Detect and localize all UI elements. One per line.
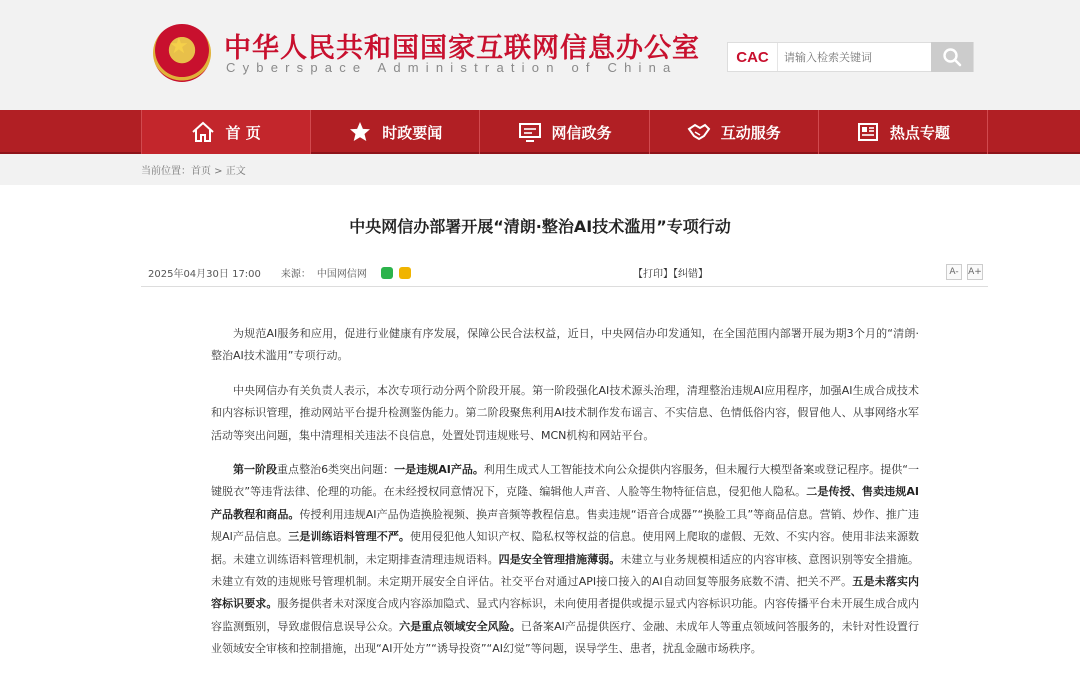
site-title[interactable]: 中华人民共和国国家互联网信息办公室 (224, 33, 700, 64)
article-body (211, 323, 919, 673)
monitor-icon (518, 120, 542, 144)
text: 重点整治6类突出问题： (277, 463, 395, 477)
home-icon (191, 120, 215, 144)
text: 未建立与业务规模相适应的内容审核、意图识别等安全措施。未建立有效的违规账号管理机制。未定期开展安全自评估。社交平台对通过API接口接入的AI自动回复等服务底数不清、把关不严。 (211, 552, 920, 589)
breadcrumb-separator: > (211, 166, 226, 177)
article-source: 中国网信网 (316, 269, 367, 280)
wechat-share-icon[interactable] (381, 267, 393, 279)
site-subtitle: Cyberspace Administration of China (226, 60, 678, 75)
bold-text: 五是未落实内容标识要求。 (211, 575, 920, 611)
font-size-controls (946, 264, 983, 280)
bold-text: 一是违规AI产品。 (394, 463, 484, 477)
source-label: 来源： (280, 269, 311, 280)
bold-text: 六是重点领域安全风险。 (399, 619, 521, 633)
nav-label: 时政要闻 (382, 123, 443, 142)
article-title: 中央网信办部署开展“清朗·整治AI技术滥用”专项行动 (349, 217, 731, 236)
paragraph: 中央网信办有关负责人表示，本次专项行动分两个阶段开展。第一阶段强化AI技术源头治理，清理整治违规AI应用程序，加强AI生成合成技术和内容标识管理，推动网站平台提升检测鉴伪能力。第二阶段聚焦利用AI技术制作发布谣言、不实信息、色情低俗内容，假冒他人、从事网络水军活动等突出问题，集中清理相关违法不良信息，处置处罚违规账号、MCN机构和网站平台。 (211, 383, 919, 442)
bold-text: 二是传授、售卖违规AI产品教程和商品。 (211, 485, 920, 521)
site-header (0, 0, 1080, 110)
nav-item-topics[interactable] (818, 110, 988, 154)
nav-label: 首 页 (225, 123, 261, 142)
article-meta (148, 265, 411, 280)
font-increase-button[interactable]: A+ (967, 264, 983, 280)
nav-label: 热点专题 (889, 123, 950, 142)
cac-logo (728, 43, 778, 71)
article-date: 2025年04月30日 17:00 (148, 269, 261, 280)
paragraph (211, 459, 919, 661)
qzone-share-icon[interactable] (399, 267, 411, 279)
article-actions (633, 265, 708, 280)
search-icon (942, 47, 962, 67)
search-button[interactable] (931, 42, 973, 72)
divider (141, 286, 988, 287)
nav-label: 互动服务 (720, 123, 781, 142)
breadcrumb-current: 正文 (225, 166, 246, 177)
text: 利用生成式人工智能技术向公众提供内容服务，但未履行大模型备案或登记程序。提供“一键脱衣”等违背法律、伦理的功能。在未经授权同意情况下，克隆、编辑他人声音、人脸等生物特征信息，侵犯他人隐私。 (211, 463, 920, 499)
nav-item-home[interactable] (141, 110, 310, 154)
paragraph: 为规范AI服务和应用，促进行业健康有序发展，保障公民合法权益，近日，中央网信办印发通知，在全国范围内部署开展为期3个月的“清朗·整治AI技术滥用”专项行动。 (211, 327, 919, 363)
handshake-icon (687, 120, 711, 144)
font-decrease-button[interactable]: A- (946, 264, 962, 280)
nav-items (141, 110, 988, 154)
nav-item-news[interactable] (310, 110, 479, 154)
text: 服务提供者未对深度合成内容添加隐式、显式内容标识，未向使用者提供或提示显式内容标识功能。内容传播平台未开展生成合成内容监测甄别，导致虚假信息误导公众。 (211, 597, 920, 633)
bold-text: 四是安全管理措施薄弱。 (498, 552, 621, 566)
search-input[interactable] (778, 43, 931, 71)
breadcrumb (141, 162, 246, 177)
breadcrumb-prefix: 当前位置： (141, 166, 191, 177)
text: 使用侵犯他人知识产权、隐私权等权益的信息。使用网上爬取的虚假、无效、不实内容。使用非法来源数据。未建立训练语料管理机制，未定期排查清理违规语料。 (211, 530, 920, 566)
star-icon: ★ (169, 34, 189, 59)
text: 已备案AI产品提供医疗、金融、未成年人等重点领域问答服务的，未针对性设置行业领域安全审核和控制措施，出现“AI开处方”“诱导投资”“AI幻觉”等问题，误导学生、患者，扰乱金融市场秩序。 (211, 619, 920, 656)
newspaper-icon (856, 120, 880, 144)
bold-text: 第一阶段 (233, 463, 278, 477)
correction-link[interactable]: 【纠错】 (673, 269, 708, 280)
search-box (727, 42, 974, 72)
print-link[interactable]: 【打印】 (633, 269, 673, 280)
nav-item-affairs[interactable] (479, 110, 648, 154)
bold-text: 三是训练语料管理不严。 (288, 530, 410, 544)
cac-logo-text: CAC (736, 48, 769, 66)
star-icon (348, 120, 372, 144)
national-emblem-icon (153, 24, 211, 82)
nav-item-interaction[interactable] (649, 110, 818, 154)
breadcrumb-home-link[interactable]: 首页 (191, 166, 211, 177)
text: 传授利用违规AI产品伪造换脸视频、换声音频等教程信息。售卖违规“语音合成器”“换脸工具”等商品信息。营销、炒作、推广违规AI产品信息。 (211, 507, 920, 544)
nav-label: 网信政务 (551, 123, 612, 142)
